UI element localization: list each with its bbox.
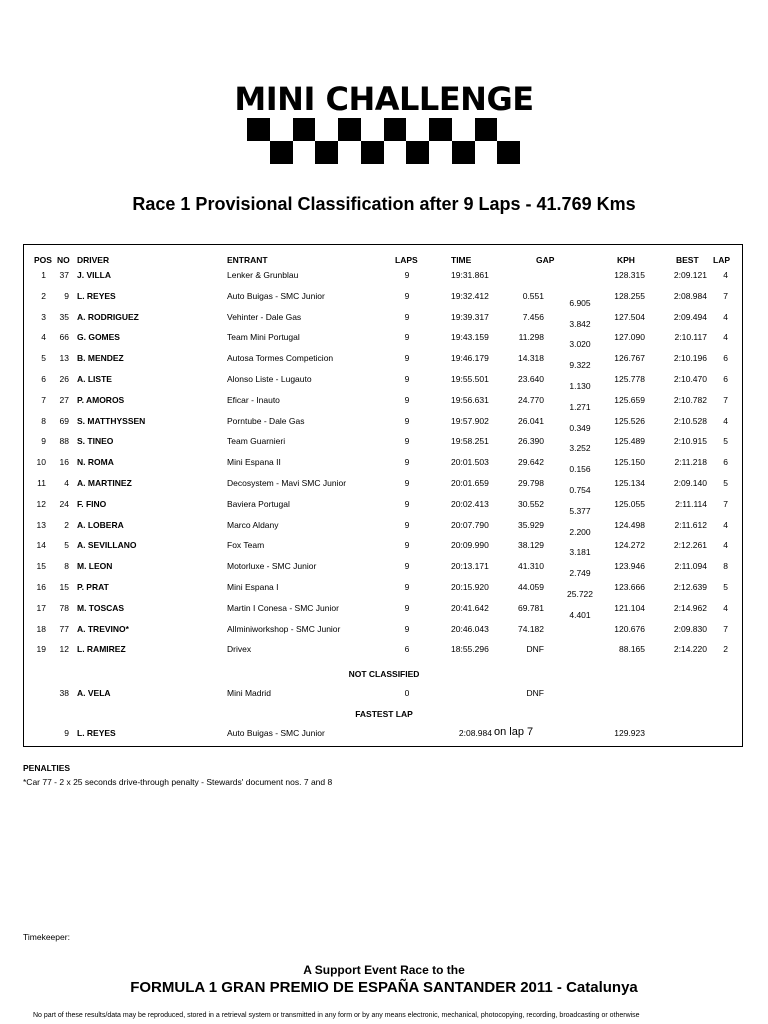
- fl-no: 9: [64, 728, 69, 738]
- row-16-entrant: Mini Espana I: [227, 582, 279, 592]
- row-4-laps: 9: [404, 332, 410, 343]
- logo-title: MINI CHALLENGE: [234, 80, 534, 118]
- row-17-laps: 9: [404, 602, 410, 613]
- checkered-flag-logo: [247, 118, 520, 164]
- row-1-kph: 128.315: [614, 270, 645, 280]
- row-11-time: 20:01.659: [451, 478, 489, 488]
- penalties-section: [23, 763, 332, 787]
- row-15-driver: M. LEON: [77, 561, 113, 572]
- row-5-kph: 126.767: [614, 353, 645, 364]
- row-12-entrant: Baviera Portugal: [227, 498, 290, 509]
- row-7-lap: 7: [723, 394, 728, 405]
- header-entrant: ENTRANT: [227, 255, 268, 265]
- row-2-gap: 0.551: [522, 290, 544, 301]
- row-3-lap: 4: [723, 311, 728, 322]
- row-9-kph: 125.489: [614, 436, 645, 447]
- row-7-no: 27: [59, 394, 69, 405]
- support-line-2: FORMULA 1 GRAN PREMIO DE ESPAÑA SANTANDER 2011 - Catalunya: [130, 979, 638, 996]
- row-7-laps: 9: [404, 394, 410, 405]
- row-13-pos: 13: [36, 519, 46, 530]
- row-16-lap: 5: [723, 582, 728, 592]
- interval-value: 0.349: [569, 422, 591, 433]
- header-pos: POS: [34, 255, 52, 265]
- row-1-no: 37: [59, 270, 69, 280]
- row-17-best: 2:14.962: [673, 602, 707, 613]
- row-17-lap: 4: [723, 602, 728, 613]
- row-13-entrant: Marco Aldany: [227, 519, 279, 530]
- checker-square: [293, 118, 316, 141]
- row-7-best: 2:10.782: [673, 394, 707, 405]
- row-5-best: 2:10.196: [673, 353, 707, 364]
- row-9-best: 2:10.915: [673, 436, 707, 447]
- row-4-entrant: Team Mini Portugal: [227, 332, 300, 343]
- nc-entrant: Mini Madrid: [227, 688, 271, 698]
- row-11-gap: 29.798: [518, 478, 544, 488]
- interval-value: 6.905: [569, 297, 591, 308]
- interval-value: 1.271: [569, 401, 591, 412]
- page-title: Race 1 Provisional Classification after 9 Laps - 41.769 Kms: [132, 194, 636, 214]
- row-19-lap: 2: [723, 644, 728, 655]
- row-17-time: 20:41.642: [451, 602, 489, 613]
- nc-gap: DNF: [526, 688, 544, 698]
- fl-kph: 129.923: [614, 728, 645, 738]
- row-5-entrant: Autosa Tormes Competicion: [227, 353, 334, 364]
- row-1-lap: 4: [723, 270, 728, 280]
- row-1-laps: 9: [404, 270, 410, 280]
- row-2-pos: 2: [41, 290, 46, 301]
- row-5-lap: 6: [723, 353, 728, 364]
- interval-value: 3.252: [569, 443, 591, 454]
- penalties-title: PENALTIES: [23, 763, 71, 773]
- row-17-kph: 121.104: [614, 602, 645, 613]
- row-10-pos: 10: [36, 457, 46, 468]
- row-18-driver: A. TREVINO*: [77, 623, 129, 634]
- row-19-time: 18:55.296: [451, 644, 489, 655]
- row-14-no: 5: [64, 540, 69, 551]
- row-6-best: 2:10.470: [673, 374, 707, 384]
- checker-square: [247, 118, 270, 141]
- row-5-no: 13: [59, 353, 69, 364]
- fl-time: 2:08.984: [458, 728, 492, 738]
- row-4-gap: 11.298: [518, 332, 544, 343]
- row-9-lap: 5: [723, 436, 728, 447]
- fl-on-lap: on lap 7: [494, 726, 534, 738]
- row-14-lap: 4: [723, 540, 728, 551]
- row-13-lap: 4: [723, 519, 728, 530]
- row-13-gap: 35.929: [518, 519, 544, 530]
- row-4-best: 2:10.117: [674, 332, 707, 343]
- row-16-driver: P. PRAT: [77, 582, 109, 592]
- row-3-kph: 127.504: [614, 311, 645, 322]
- row-9-laps: 9: [404, 436, 410, 447]
- row-9-driver: S. TINEO: [77, 436, 114, 447]
- interval-value: 25.722: [567, 589, 593, 599]
- row-5-time: 19:46.179: [451, 353, 489, 364]
- row-18-lap: 7: [723, 623, 728, 634]
- row-4-pos: 4: [41, 332, 46, 343]
- row-13-laps: 9: [404, 519, 410, 530]
- nc-no: 38: [59, 688, 69, 698]
- row-2-lap: 7: [723, 290, 728, 301]
- checker-square: [315, 141, 338, 164]
- header-gap: GAP: [536, 255, 555, 265]
- row-18-best: 2:09.830: [673, 623, 707, 634]
- row-13-driver: A. LOBERA: [77, 519, 124, 530]
- row-2-driver: L. REYES: [77, 290, 116, 301]
- interval-value: 9.322: [569, 360, 591, 371]
- checker-square: [406, 141, 429, 164]
- row-15-gap: 41.310: [518, 561, 544, 572]
- row-7-pos: 7: [41, 394, 46, 405]
- row-9-pos: 9: [41, 436, 46, 447]
- header-no: NO: [57, 255, 70, 265]
- row-6-driver: A. LISTE: [77, 374, 112, 384]
- row-7-entrant: Eficar - Inauto: [227, 394, 280, 405]
- row-10-best: 2:11.218: [674, 457, 707, 468]
- row-4-kph: 127.090: [614, 332, 645, 343]
- row-2-entrant: Auto Buigas - SMC Junior: [227, 290, 325, 301]
- row-12-lap: 7: [723, 498, 728, 509]
- interval-value: 1.130: [569, 381, 591, 391]
- checker-square: [384, 118, 407, 141]
- row-16-kph: 123.666: [614, 582, 645, 592]
- row-2-best: 2:08.984: [673, 290, 707, 301]
- row-19-driver: L. RAMIREZ: [77, 644, 126, 655]
- row-17-no: 78: [59, 602, 69, 613]
- row-11-no: 4: [64, 478, 69, 488]
- row-18-gap: 74.182: [518, 623, 544, 634]
- row-18-laps: 9: [404, 623, 410, 634]
- interval-value: 4.401: [569, 609, 591, 620]
- row-1-time: 19:31.861: [451, 270, 489, 280]
- fastest-lap-label: FASTEST LAP: [355, 709, 413, 719]
- row-10-lap: 6: [723, 457, 728, 468]
- row-13-time: 20:07.790: [451, 519, 489, 530]
- row-6-kph: 125.778: [614, 374, 645, 384]
- row-3-driver: A. RODRIGUEZ: [77, 311, 139, 322]
- interval-value: 0.156: [569, 464, 591, 475]
- row-18-entrant: Allminiworkshop - SMC Junior: [227, 623, 341, 634]
- row-2-laps: 9: [404, 290, 410, 301]
- row-15-pos: 15: [36, 561, 46, 572]
- row-16-best: 2:12.639: [673, 582, 707, 592]
- row-14-gap: 38.129: [518, 540, 544, 551]
- row-8-lap: 4: [723, 415, 728, 426]
- row-1-best: 2:09.121: [673, 270, 707, 280]
- fl-entrant: Auto Buigas - SMC Junior: [227, 728, 325, 738]
- row-3-no: 35: [59, 311, 69, 322]
- row-16-gap: 44.059: [518, 582, 544, 592]
- row-3-best: 2:09.494: [673, 311, 707, 322]
- interval-value: 5.377: [569, 505, 591, 516]
- row-7-time: 19:56.631: [451, 394, 489, 405]
- row-17-pos: 17: [36, 602, 46, 613]
- row-17-gap: 69.781: [518, 602, 544, 613]
- fl-driver: L. REYES: [77, 728, 116, 738]
- row-8-no: 69: [59, 415, 69, 426]
- row-2-kph: 128.255: [614, 290, 645, 301]
- row-17-entrant: Martin I Conesa - SMC Junior: [227, 602, 339, 613]
- row-4-time: 19:43.159: [451, 332, 489, 343]
- row-15-laps: 9: [404, 561, 410, 572]
- row-7-gap: 24.770: [518, 394, 544, 405]
- checker-square: [361, 141, 384, 164]
- row-18-time: 20:46.043: [451, 623, 489, 634]
- nc-laps: 0: [404, 688, 410, 698]
- row-8-kph: 125.526: [614, 415, 645, 426]
- row-5-laps: 9: [404, 353, 410, 364]
- row-10-driver: N. ROMA: [77, 457, 114, 468]
- row-11-kph: 125.134: [614, 478, 645, 488]
- row-1-pos: 1: [41, 270, 46, 280]
- interval-value: 2.749: [569, 568, 591, 579]
- row-19-laps: 6: [404, 644, 410, 655]
- row-18-pos: 18: [36, 623, 46, 634]
- row-8-best: 2:10.528: [673, 415, 707, 426]
- row-9-time: 19:58.251: [451, 436, 489, 447]
- row-3-pos: 3: [41, 311, 46, 322]
- row-10-kph: 125.150: [614, 457, 645, 468]
- header-laps: LAPS: [395, 255, 418, 265]
- row-1-entrant: Lenker & Grunblau: [227, 270, 299, 280]
- checker-square: [338, 118, 361, 141]
- timekeeper-label: Timekeeper:: [23, 932, 70, 942]
- row-6-entrant: Alonso Liste - Lugauto: [227, 374, 312, 384]
- header-lap: LAP: [713, 255, 730, 265]
- row-8-entrant: Porntube - Dale Gas: [227, 415, 305, 426]
- row-19-gap: DNF: [526, 644, 544, 655]
- row-8-driver: S. MATTHYSSEN: [77, 415, 146, 426]
- row-15-time: 20:13.171: [451, 561, 489, 572]
- not-classified-label: NOT CLASSIFIED: [348, 669, 420, 679]
- row-18-kph: 120.676: [614, 623, 645, 634]
- row-6-laps: 9: [404, 374, 410, 384]
- row-15-best: 2:11.094: [674, 561, 707, 572]
- row-11-entrant: Decosystem - Mavi SMC Junior: [227, 478, 347, 488]
- header-best: BEST: [676, 255, 699, 265]
- checker-square: [475, 118, 498, 141]
- row-14-laps: 9: [404, 540, 410, 551]
- row-14-entrant: Fox Team: [227, 540, 265, 551]
- row-12-pos: 12: [36, 498, 46, 509]
- row-16-time: 20:15.920: [451, 582, 489, 592]
- row-11-pos: 11: [37, 478, 46, 488]
- row-8-laps: 9: [404, 415, 410, 426]
- row-11-lap: 5: [723, 478, 728, 488]
- nc-driver: A. VELA: [77, 688, 111, 698]
- header-time: TIME: [451, 255, 472, 265]
- row-10-time: 20:01.503: [451, 457, 489, 468]
- row-19-best: 2:14.220: [673, 644, 707, 655]
- interval-value: 3.181: [569, 547, 591, 558]
- row-5-gap: 14.318: [518, 353, 544, 364]
- row-11-driver: A. MARTINEZ: [77, 478, 132, 488]
- row-10-laps: 9: [404, 457, 410, 468]
- row-3-time: 19:39.317: [451, 311, 489, 322]
- row-14-driver: A. SEVILLANO: [77, 540, 137, 551]
- checker-square: [497, 141, 520, 164]
- interval-value: 3.020: [569, 339, 591, 350]
- row-16-no: 15: [59, 582, 69, 592]
- row-10-entrant: Mini Espana II: [227, 457, 281, 468]
- row-13-best: 2:11.612: [674, 519, 707, 530]
- row-14-kph: 124.272: [614, 540, 645, 551]
- row-13-no: 2: [64, 519, 69, 530]
- row-17-driver: M. TOSCAS: [77, 602, 125, 613]
- row-7-driver: P. AMOROS: [77, 394, 125, 405]
- row-6-lap: 6: [723, 374, 728, 384]
- row-15-lap: 8: [723, 561, 728, 572]
- interval-value: 2.200: [569, 526, 591, 537]
- row-4-no: 66: [59, 332, 69, 343]
- penalties-text: *Car 77 - 2 x 25 seconds drive-through penalty - Stewards' document nos. 7 and 8: [23, 777, 333, 787]
- checker-square: [429, 118, 452, 141]
- row-8-gap: 26.041: [518, 415, 544, 426]
- row-12-best: 2:11.114: [675, 498, 707, 509]
- checker-square: [452, 141, 475, 164]
- row-3-entrant: Vehinter - Dale Gas: [227, 311, 302, 322]
- row-12-time: 20:02.413: [451, 498, 489, 509]
- row-16-laps: 9: [404, 582, 410, 592]
- row-9-entrant: Team Guarnieri: [227, 436, 286, 447]
- row-6-pos: 6: [41, 374, 46, 384]
- row-12-driver: F. FINO: [77, 498, 107, 509]
- row-15-no: 8: [64, 561, 69, 572]
- row-8-time: 19:57.902: [451, 415, 489, 426]
- row-3-gap: 7.456: [522, 311, 544, 322]
- row-4-driver: G. GOMES: [77, 332, 120, 343]
- row-12-gap: 30.552: [518, 498, 544, 509]
- header-driver: DRIVER: [77, 255, 110, 265]
- row-5-pos: 5: [41, 353, 46, 364]
- row-19-no: 12: [59, 644, 69, 655]
- header-kph: KPH: [617, 255, 635, 265]
- row-6-no: 26: [59, 374, 69, 384]
- interval-value: 0.754: [569, 485, 591, 495]
- row-15-kph: 123.946: [614, 561, 645, 572]
- row-12-no: 24: [59, 498, 69, 509]
- row-14-best: 2:12.261: [673, 540, 707, 551]
- row-13-kph: 124.498: [614, 519, 645, 530]
- row-5-driver: B. MENDEZ: [77, 353, 124, 364]
- row-16-pos: 16: [36, 582, 46, 592]
- interval-value: 3.842: [569, 318, 591, 329]
- row-11-best: 2:09.140: [673, 478, 707, 488]
- row-12-laps: 9: [404, 498, 410, 509]
- row-2-no: 9: [64, 290, 69, 301]
- row-18-no: 77: [59, 623, 69, 634]
- row-1-driver: J. VILLA: [77, 270, 112, 280]
- row-19-entrant: Drivex: [227, 644, 252, 655]
- row-6-gap: 23.640: [518, 374, 544, 384]
- row-10-no: 16: [59, 457, 69, 468]
- row-3-laps: 9: [404, 311, 410, 322]
- row-11-laps: 9: [404, 478, 410, 488]
- row-19-pos: 19: [36, 644, 46, 655]
- checker-square: [270, 141, 293, 164]
- row-9-no: 88: [59, 436, 69, 447]
- row-4-lap: 4: [723, 332, 728, 343]
- row-2-time: 19:32.412: [451, 290, 489, 301]
- row-9-gap: 26.390: [518, 436, 544, 447]
- row-14-pos: 14: [36, 540, 46, 551]
- row-19-kph: 88.165: [619, 644, 645, 655]
- row-14-time: 20:09.990: [451, 540, 489, 551]
- copyright-notice: No part of these results/data may be reproduced, stored in a retrieval system or transmitted in any form or by any means electronic, mechanical, photocopying, recording, broadcasting or otherwise: [33, 1012, 640, 1019]
- row-7-kph: 125.659: [614, 394, 645, 405]
- row-12-kph: 125.055: [614, 498, 645, 509]
- row-8-pos: 8: [41, 415, 46, 426]
- support-line-1: A Support Event Race to the: [303, 963, 465, 977]
- row-15-entrant: Motorluxe - SMC Junior: [227, 561, 317, 572]
- row-6-time: 19:55.501: [451, 374, 489, 384]
- row-10-gap: 29.642: [518, 457, 544, 468]
